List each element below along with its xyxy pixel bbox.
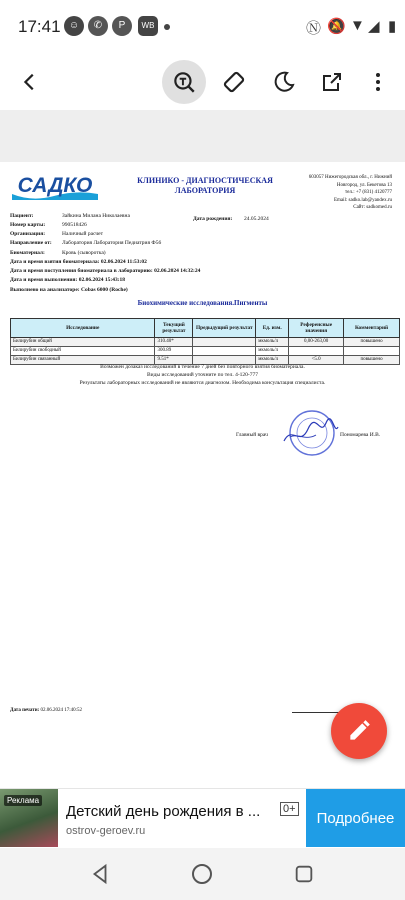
header-comment: Комментарий [344, 319, 400, 338]
edit-fab-button[interactable] [331, 703, 387, 759]
section-title: Биохимические исследования.Пигменты [137, 299, 268, 307]
doctor-stamp-icon [280, 407, 340, 463]
done-row: Дата и время выполнения: 02.06.2024 15:43:18 [10, 277, 126, 283]
ad-label: Реклама [4, 795, 42, 806]
referral-label: Направление от: [10, 240, 52, 246]
biomaterial-value: Кровь (сыворотка) [62, 250, 106, 256]
signal-icon: ◢ [368, 18, 380, 35]
table-header-row [11, 319, 400, 338]
nav-back-icon[interactable] [86, 860, 114, 888]
nav-recents-icon[interactable] [290, 860, 318, 888]
share-icon[interactable] [310, 60, 354, 104]
card-number: 990518426 [62, 222, 87, 228]
lab-address: 603057 Нижегородская обл., г. Нижний Новгород, ул. Бекетова 13 тел.: +7 (831) 4120777 Email: sadko.lab@yandex.ru Сайт: sadkomed.ru [308, 175, 392, 210]
table-row: Билирубин общий 310.40* мкмоль/л 0,00-263,00 повышено [11, 338, 400, 347]
table-row: Билирубин свободный 300.89 мкмоль/л [11, 347, 400, 356]
org-label: Организация: [10, 231, 46, 237]
whatsapp-icon: ✆ [88, 16, 108, 36]
lab-report-page [0, 162, 405, 784]
header-test: Исследование [11, 319, 155, 338]
ad-age-rating: 0+ [280, 802, 299, 816]
more-vert-icon[interactable] [356, 60, 400, 104]
note-reorder: Возможен дозаказ исследований в течение 7 дней без повторного взятия биоматериала. [100, 364, 305, 370]
back-arrow-icon[interactable] [8, 60, 52, 104]
nfc-icon: Ⓝ [306, 20, 322, 37]
header-unit: Ед. изм. [256, 319, 289, 338]
birth-label: Дата рождения: [193, 216, 233, 222]
signature-name: Пономарева И.В. [340, 432, 381, 438]
notification-dot-icon [164, 24, 170, 30]
system-nav-bar [0, 848, 405, 900]
header-reference: Референсные значения [289, 319, 344, 338]
page-gap [0, 110, 405, 162]
patient-row: Пациент: [10, 213, 34, 219]
header-previous: Предыдущий результат [193, 319, 256, 338]
analyzer-row: Выполнено на анализаторе: Cobas 6000 (Roche) [10, 287, 128, 293]
results-table [10, 318, 400, 365]
birth-date: 24.05.2024 [244, 216, 269, 222]
ad-url[interactable]: ostrov-geroev.ru [66, 825, 146, 837]
print-date-row: Дата печати: 02.06.2024 17:40:52 [10, 708, 83, 713]
pencil-icon [346, 718, 372, 744]
header-current: Текущий результат [155, 319, 193, 338]
ad-details-button[interactable]: Подробнее [306, 789, 405, 847]
nav-home-icon[interactable] [188, 860, 216, 888]
status-time: 17:41 [18, 17, 61, 36]
pinterest-icon: P [112, 16, 132, 36]
text-recognition-icon[interactable] [162, 60, 206, 104]
rotate-icon[interactable] [212, 60, 256, 104]
chat-bubble-icon: ☺ [64, 16, 84, 36]
note-phone: Виды исследований уточните по тел. 4-120-777 [146, 372, 259, 378]
sadko-logo [10, 172, 100, 202]
wb-icon: WB [138, 16, 158, 36]
viewer-toolbar [0, 56, 405, 108]
note-disclaimer: Результаты лабораторных исследований не являются диагнозом. Необходима консультация специалиста. [79, 380, 326, 386]
lab-title: КЛИНИКО - ДИАГНОСТИЧЕСКАЯ ЛАБОРАТОРИЯ [137, 176, 273, 195]
taken-row: Дата и время взятия биоматериала: 02.06.2024 11:53:02 [10, 259, 147, 265]
table-row: Билирубин связанный 9.51* мкмоль/л <5.0 повышено [11, 356, 400, 365]
referral-value: Лаборатория Лаборатория Педиатрия Ф56 [62, 240, 162, 246]
org-value: Наличный расчет [62, 231, 104, 237]
card-label: Номер карты: [10, 222, 46, 228]
signature-label: Главный врач [236, 432, 268, 438]
status-bar [0, 0, 405, 56]
mute-icon: 🔕 [327, 18, 346, 35]
dark-mode-icon[interactable] [262, 60, 306, 104]
wifi-icon: ▼ [350, 17, 365, 34]
ad-banner[interactable] [0, 788, 405, 847]
received-row: Дата и время поступления биоматериала в лабораторию: 02.06.2024 14:32:24 [10, 268, 201, 274]
ad-title[interactable]: Детский день рождения в ... [66, 803, 261, 820]
biomaterial-label: Биоматериал: [10, 250, 45, 256]
battery-icon: ▮ [388, 18, 397, 35]
patient-name: Зайкина Милана Николаевна [62, 213, 130, 219]
logo-text: САДКО [17, 174, 93, 197]
